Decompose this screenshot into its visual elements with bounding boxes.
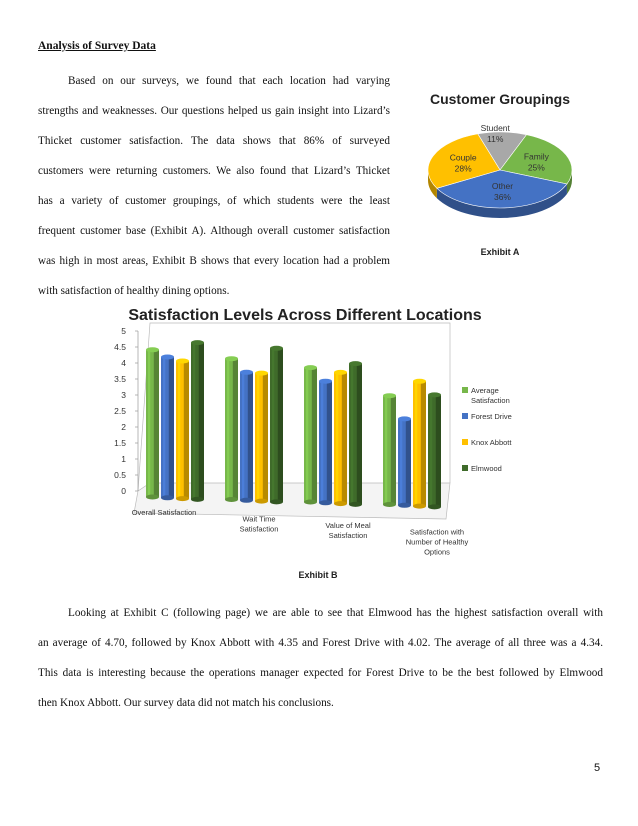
bar-highlight	[351, 364, 353, 505]
bar-shade	[248, 372, 253, 500]
y-tick-label: 4.5	[114, 342, 126, 352]
bar-forest-drive	[319, 379, 332, 506]
bar-base	[334, 501, 347, 506]
bar-base	[270, 499, 283, 504]
bar-highlight	[415, 381, 417, 506]
bar-shade	[327, 381, 332, 503]
bar-knox-abbott	[413, 379, 426, 509]
bar-average-satisfaction	[146, 347, 159, 499]
bar-highlight	[193, 343, 195, 500]
x-category-label: Satisfaction with	[409, 527, 465, 537]
bar-knox-abbott	[334, 370, 347, 506]
y-tick-label: 3.5	[114, 374, 126, 384]
bar-highlight	[336, 372, 338, 503]
pie-chart-title: Customer Groupings	[429, 91, 571, 107]
paragraph-line: was high in most areas, Exhibit B shows that every location had a problem	[38, 255, 390, 267]
y-tick-label: 0	[121, 486, 126, 496]
x-category-label: Satisfaction	[328, 531, 368, 540]
bar-forest-drive	[161, 355, 174, 501]
y-tick-label: 1.5	[114, 438, 126, 448]
paragraph-line: then Knox Abbott. Our survey data did not match his conclusions.	[38, 697, 334, 709]
legend-swatch	[462, 387, 468, 393]
bar-forest-drive	[398, 416, 411, 507]
pie-label-name: Couple	[449, 152, 477, 163]
conclusion-paragraph	[38, 598, 603, 718]
bar-highlight	[148, 350, 150, 497]
exhibit-a-caption: Exhibit A	[480, 247, 520, 257]
bar-top	[413, 379, 426, 384]
pie-label-percent: 11%	[487, 134, 504, 145]
pie-slices	[428, 132, 572, 218]
bar-shade	[233, 359, 238, 500]
bar-shade	[357, 364, 362, 505]
bar-top	[240, 370, 253, 375]
bar-base	[319, 500, 332, 505]
bar-highlight	[385, 396, 387, 505]
legend-swatch	[462, 413, 468, 419]
paragraph-line: Based on our surveys, we found that each location had varying	[68, 75, 390, 87]
bar-knox-abbott	[255, 371, 268, 504]
bar-forest-drive	[240, 370, 253, 503]
bar-shade	[263, 373, 268, 501]
bar-top	[304, 365, 317, 370]
bar-highlight	[306, 368, 308, 502]
bar-top	[398, 416, 411, 421]
legend-swatch	[462, 465, 468, 471]
pie-label-name: Student	[480, 123, 510, 134]
legend-swatch	[462, 439, 468, 445]
paragraph-line: Looking at Exhibit C (following page) we are able to see that Elmwood has the highest satisfaction overall with	[68, 607, 603, 619]
bar-top	[176, 359, 189, 364]
legend-label: Forest Drive	[471, 412, 512, 421]
bar-chart-legend	[462, 386, 512, 473]
bar-base	[413, 504, 426, 509]
bar-average-satisfaction	[383, 393, 396, 507]
y-tick-label: 0.5	[114, 470, 126, 480]
bar-highlight	[430, 395, 432, 507]
bar-base	[428, 504, 441, 509]
section-heading: Analysis of Survey Data	[38, 40, 156, 52]
bar-base	[383, 502, 396, 507]
bar-base	[349, 502, 362, 507]
y-tick-label: 4	[121, 358, 126, 368]
bar-highlight	[400, 419, 402, 505]
bar-highlight	[272, 348, 274, 502]
y-tick-label: 1	[121, 454, 126, 464]
bar-shade	[278, 348, 283, 502]
bar-elmwood	[270, 346, 283, 505]
bar-highlight	[321, 381, 323, 503]
bar-elmwood	[428, 392, 441, 509]
legend-label: Satisfaction	[471, 396, 510, 405]
paragraph-line: This data is interesting because the operations manager expected for Forest Drive to be the best followed by Elmwood	[38, 667, 603, 679]
bar-base	[398, 503, 411, 508]
x-category-label: Value of Meal	[325, 521, 371, 530]
bar-top	[191, 340, 204, 345]
bar-base	[240, 498, 253, 503]
x-category-label: Options	[424, 547, 450, 557]
bar-base	[304, 500, 317, 505]
x-category-label: Number of Healthy	[405, 537, 469, 547]
bar-top	[270, 346, 283, 351]
bar-shade	[406, 419, 411, 505]
bar-elmwood	[191, 340, 204, 502]
bar-elmwood	[349, 361, 362, 507]
bar-average-satisfaction	[225, 356, 238, 502]
bar-shade	[391, 396, 396, 505]
bar-top	[334, 370, 347, 375]
bar-average-satisfaction	[304, 365, 317, 504]
bar-base	[146, 495, 159, 500]
bar-shade	[342, 372, 347, 503]
bar-chart-title: Satisfaction Levels Across Different Locations	[128, 307, 482, 324]
paragraph-line: strengths and weaknesses. Our questions helped us gain insight into Lizard’s	[38, 105, 390, 117]
y-tick-label: 3	[121, 390, 126, 400]
legend-label: Knox Abbott	[471, 438, 512, 447]
bar-base	[225, 497, 238, 502]
x-category-label: Wait Time	[242, 514, 276, 524]
bar-highlight	[242, 372, 244, 500]
bar-top	[383, 393, 396, 398]
bar-top	[161, 355, 174, 360]
paragraph-line: has a variety of customer groupings, of which students were the least	[38, 195, 390, 207]
satisfaction-bar-chart	[100, 298, 530, 588]
bar-shade	[154, 350, 159, 497]
bar-highlight	[178, 361, 180, 499]
bar-shade	[312, 368, 317, 502]
bar-top	[319, 379, 332, 384]
paragraph-line: an average of 4.70, followed by Knox Abbott with 4.35 and Forest Drive with 4.02. The average of all three was a 4.34.	[38, 637, 603, 649]
bar-highlight	[163, 357, 165, 498]
bar-shade	[169, 357, 174, 498]
legend-label: Average	[471, 386, 499, 395]
pie-label-percent: 25%	[527, 162, 545, 173]
bar-knox-abbott	[176, 359, 189, 502]
bar-shade	[199, 343, 204, 500]
paragraph-line: customers were returning customers. We also found that Lizard’s Thicket	[38, 165, 390, 177]
pie-label-name: Other	[491, 180, 514, 191]
pie-label-name: Family	[523, 151, 549, 162]
y-tick-label: 2.5	[114, 406, 126, 416]
paragraph-line: frequent customer base (Exhibit A). Although overall customer satisfaction	[38, 225, 390, 237]
paragraph-line: with satisfaction of healthy dining options.	[38, 285, 230, 297]
bar-shade	[421, 381, 426, 506]
bar-shade	[184, 361, 189, 499]
y-tick-label: 5	[121, 326, 126, 336]
customer-groupings-pie-chart	[410, 80, 590, 260]
x-category-label: Satisfaction	[239, 524, 279, 534]
bar-base	[255, 499, 268, 504]
x-category-label: Overall Satisfaction	[131, 508, 197, 517]
bar-top	[428, 392, 441, 397]
pie-label-percent: 28%	[454, 163, 472, 174]
bar-highlight	[227, 359, 229, 500]
intro-paragraph	[38, 66, 390, 306]
bar-top	[255, 371, 268, 376]
bar-shade	[436, 395, 441, 507]
bar-base	[161, 495, 174, 500]
bar-top	[225, 356, 238, 361]
bar-base	[176, 496, 189, 501]
paragraph-line: Thicket customer satisfaction. The data shows that 86% of surveyed	[38, 135, 390, 147]
legend-label: Elmwood	[471, 464, 502, 473]
bar-top	[146, 347, 159, 352]
bar-top	[349, 361, 362, 366]
pie-label-percent: 36%	[493, 191, 511, 202]
exhibit-b-caption: Exhibit B	[298, 570, 338, 580]
bar-base	[191, 497, 204, 502]
page-number: 5	[594, 762, 601, 774]
y-tick-label: 2	[121, 422, 126, 432]
bar-highlight	[257, 373, 259, 501]
